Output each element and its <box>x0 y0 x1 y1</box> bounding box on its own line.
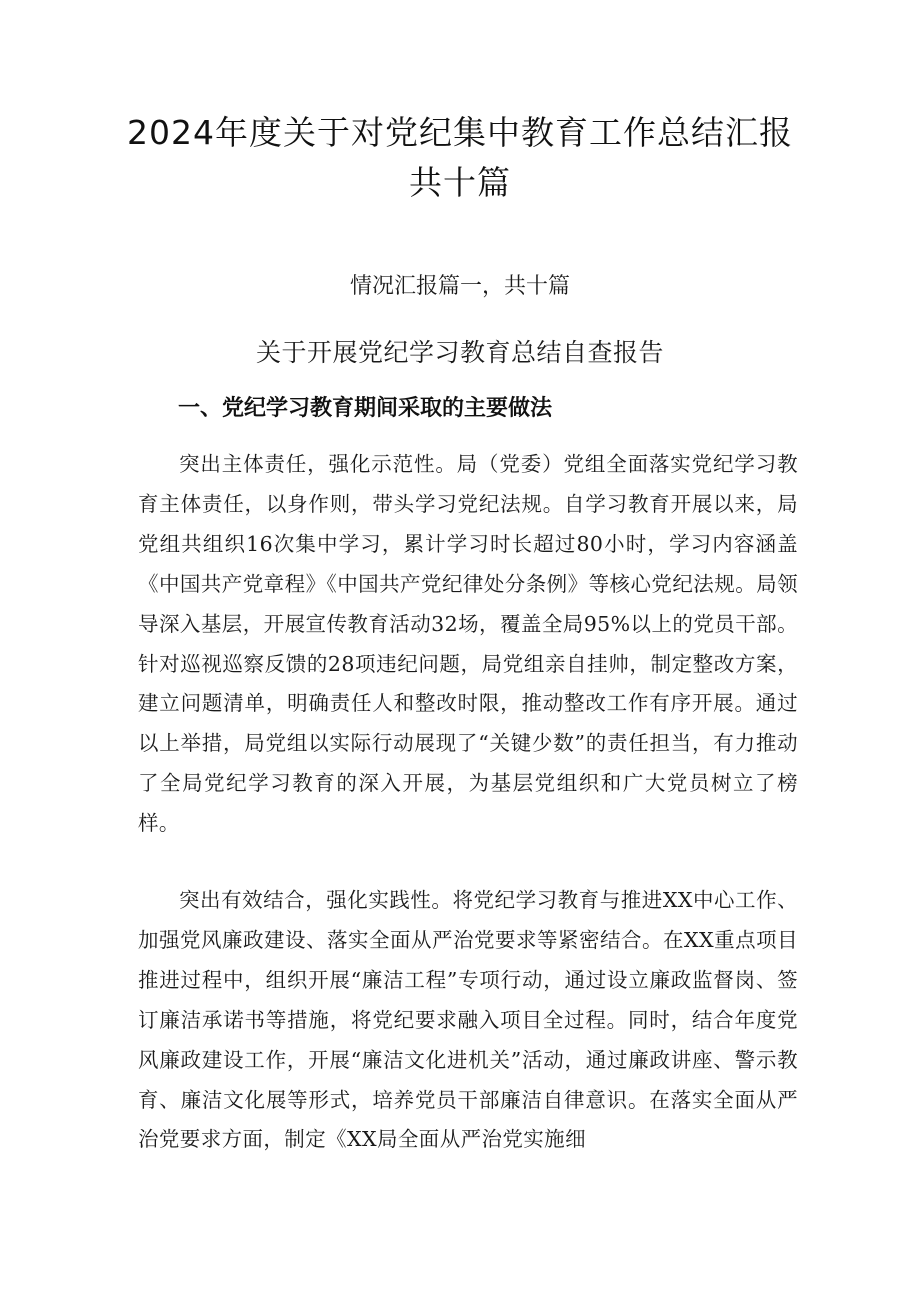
body-paragraph: 突出主体责任，强化示范性。局（党委）党组全面落实党纪学习教育主体责任，以身作则，带头学习党纪法规。自学习教育开展以来，局党组共组织16次集中学习，累计学习时长超过80小时，学习内容涵盖《中国共产党章程》《中国共产党纪律处分条例》等核心党纪法规。局领导深入基层，开展宣传教育活动32场，覆盖全局95%以上的党员干部。针对巡视巡察反馈的28项违纪问题，局党组亲自挂帅，制定整改方案，建立问题清单，明确责任人和整改时限，推动整改工作有序开展。通过以上举措，局党组以实际行动展现了“关键少数”的责任担当，有力推动了全局党纪学习教育的深入开展，为基层党组织和广大党员树立了榜样。 <box>138 452 798 836</box>
report-title: 关于开展党纪学习教育总结自查报告 <box>255 338 664 367</box>
section-heading: 一、党纪学习教育期间采取的主要做法 <box>178 396 553 421</box>
section-label: 情况汇报篇一，共十篇 <box>349 274 570 299</box>
document-title: 2024年度关于对党纪集中教育工作总结汇报共十篇 <box>127 113 793 202</box>
body-paragraph: 突出有效结合，强化实践性。将党纪学习教育与推进XX中心工作、加强党风廉政建设、落实全面从严治党要求等紧密结合。在XX重点项目推进过程中，组织开展“廉洁工程”专项行动，通过设立廉政监督岗、签订廉洁承诺书等措施，将党纪要求融入项目全过程。同时，结合年度党风廉政建设工作，开展“廉洁文化进机关”活动，通过廉政讲座、警示教育、廉洁文化展等形式，培养党员干部廉洁自律意识。在落实全面从严治党要求方面，制定《XX局全面从严治党实施细 <box>138 888 798 1152</box>
